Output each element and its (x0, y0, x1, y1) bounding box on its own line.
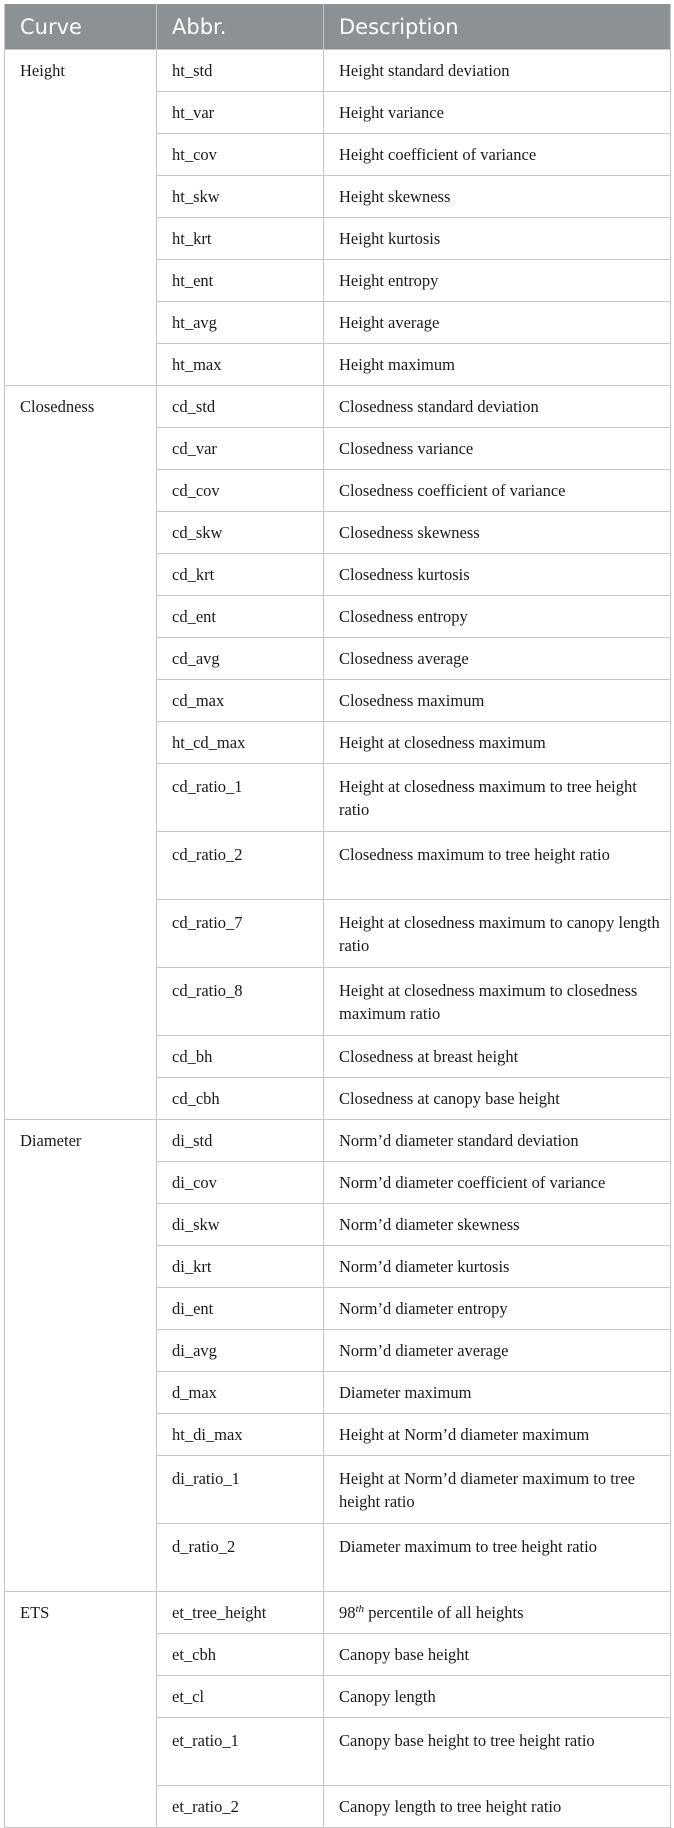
description-cell: Canopy base height (324, 1634, 671, 1676)
description-cell: Closedness entropy (324, 596, 671, 638)
description-cell: Height at closedness maximum (324, 722, 671, 764)
description-cell: Height at closedness maximum to tree height ratio (324, 764, 671, 832)
abbr-cell: et_ratio_2 (157, 1786, 324, 1828)
abbr-cell: cd_ratio_8 (157, 968, 324, 1036)
abbr-cell: et_ratio_1 (157, 1718, 324, 1786)
abbr-cell: cd_ratio_1 (157, 764, 324, 832)
abbr-cell: d_ratio_2 (157, 1524, 324, 1592)
abbr-cell: et_cbh (157, 1634, 324, 1676)
table-row (5, 50, 671, 92)
abbr-cell: ht_skw (157, 176, 324, 218)
description-cell: Height average (324, 302, 671, 344)
description-cell: Closedness maximum to tree height ratio (324, 832, 671, 900)
curve-group-cell: Closedness (5, 386, 157, 1120)
abbr-cell: cd_std (157, 386, 324, 428)
description-cell: Height variance (324, 92, 671, 134)
curve-group-cell: Diameter (5, 1120, 157, 1592)
desc-superscript: th (355, 1603, 365, 1615)
description-cell: Diameter maximum (324, 1372, 671, 1414)
description-cell: Norm’d diameter coefficient of variance (324, 1162, 671, 1204)
description-cell: Norm’d diameter skewness (324, 1204, 671, 1246)
description-cell: Closedness standard deviation (324, 386, 671, 428)
abbr-cell: cd_bh (157, 1036, 324, 1078)
abbr-cell: ht_std (157, 50, 324, 92)
abbr-cell: ht_avg (157, 302, 324, 344)
table-row (5, 1592, 671, 1634)
abbr-cell: ht_var (157, 92, 324, 134)
description-cell: Height maximum (324, 344, 671, 386)
header-row (5, 4, 671, 50)
abbr-cell: cd_ratio_2 (157, 832, 324, 900)
description-cell: Height kurtosis (324, 218, 671, 260)
description-cell: Closedness at breast height (324, 1036, 671, 1078)
description-cell: Norm’d diameter kurtosis (324, 1246, 671, 1288)
description-cell: Canopy length to tree height ratio (324, 1786, 671, 1828)
description-cell: Norm’d diameter average (324, 1330, 671, 1372)
desc-number: 98 (339, 1603, 356, 1622)
description-cell: Closedness coefficient of variance (324, 470, 671, 512)
abbr-cell: cd_ent (157, 596, 324, 638)
abbr-cell: cd_max (157, 680, 324, 722)
abbr-cell: di_ratio_1 (157, 1456, 324, 1524)
description-cell: Closedness variance (324, 428, 671, 470)
header-description: Description (324, 4, 671, 50)
description-cell: Norm’d diameter entropy (324, 1288, 671, 1330)
curve-group-cell: Height (5, 50, 157, 386)
abbr-cell: ht_cd_max (157, 722, 324, 764)
abbr-cell: d_max (157, 1372, 324, 1414)
abbr-cell: cd_cbh (157, 1078, 324, 1120)
description-cell: Height skewness (324, 176, 671, 218)
table-row (5, 386, 671, 428)
desc-text: percentile of all heights (364, 1603, 524, 1622)
abbr-cell: ht_ent (157, 260, 324, 302)
description-cell: Height entropy (324, 260, 671, 302)
abbr-cell: ht_cov (157, 134, 324, 176)
abbr-cell: cd_var (157, 428, 324, 470)
header-abbr: Abbr. (157, 4, 324, 50)
abbr-cell: di_avg (157, 1330, 324, 1372)
description-cell: Closedness at canopy base height (324, 1078, 671, 1120)
abbr-cell: di_krt (157, 1246, 324, 1288)
features-table (4, 4, 671, 1828)
table-body (5, 50, 671, 1828)
description-cell: Closedness skewness (324, 512, 671, 554)
description-cell: Height standard deviation (324, 50, 671, 92)
curve-group-cell: ETS (5, 1592, 157, 1828)
abbr-cell: ht_max (157, 344, 324, 386)
description-cell: Height coefficient of variance (324, 134, 671, 176)
description-cell: Closedness maximum (324, 680, 671, 722)
abbr-cell: cd_skw (157, 512, 324, 554)
header-curve: Curve (5, 4, 157, 50)
description-cell: Diameter maximum to tree height ratio (324, 1524, 671, 1592)
abbr-cell: et_cl (157, 1676, 324, 1718)
abbr-cell: di_skw (157, 1204, 324, 1246)
abbr-cell: di_ent (157, 1288, 324, 1330)
abbr-cell: cd_avg (157, 638, 324, 680)
description-cell: Height at Norm’d diameter maximum (324, 1414, 671, 1456)
table-row (5, 1120, 671, 1162)
description-cell: Height at closedness maximum to canopy length ratio (324, 900, 671, 968)
description-cell: Height at closedness maximum to closedness maximum ratio (324, 968, 671, 1036)
abbr-cell: et_tree_height (157, 1592, 324, 1634)
description-cell (324, 1592, 671, 1634)
abbr-cell: di_std (157, 1120, 324, 1162)
abbr-cell: di_cov (157, 1162, 324, 1204)
description-cell: Height at Norm’d diameter maximum to tree height ratio (324, 1456, 671, 1524)
description-cell: Canopy length (324, 1676, 671, 1718)
abbr-cell: cd_krt (157, 554, 324, 596)
description-cell: Norm’d diameter standard deviation (324, 1120, 671, 1162)
description-cell: Canopy base height to tree height ratio (324, 1718, 671, 1786)
abbr-cell: cd_ratio_7 (157, 900, 324, 968)
abbr-cell: ht_di_max (157, 1414, 324, 1456)
abbr-cell: cd_cov (157, 470, 324, 512)
description-cell: Closedness kurtosis (324, 554, 671, 596)
abbr-cell: ht_krt (157, 218, 324, 260)
description-cell: Closedness average (324, 638, 671, 680)
